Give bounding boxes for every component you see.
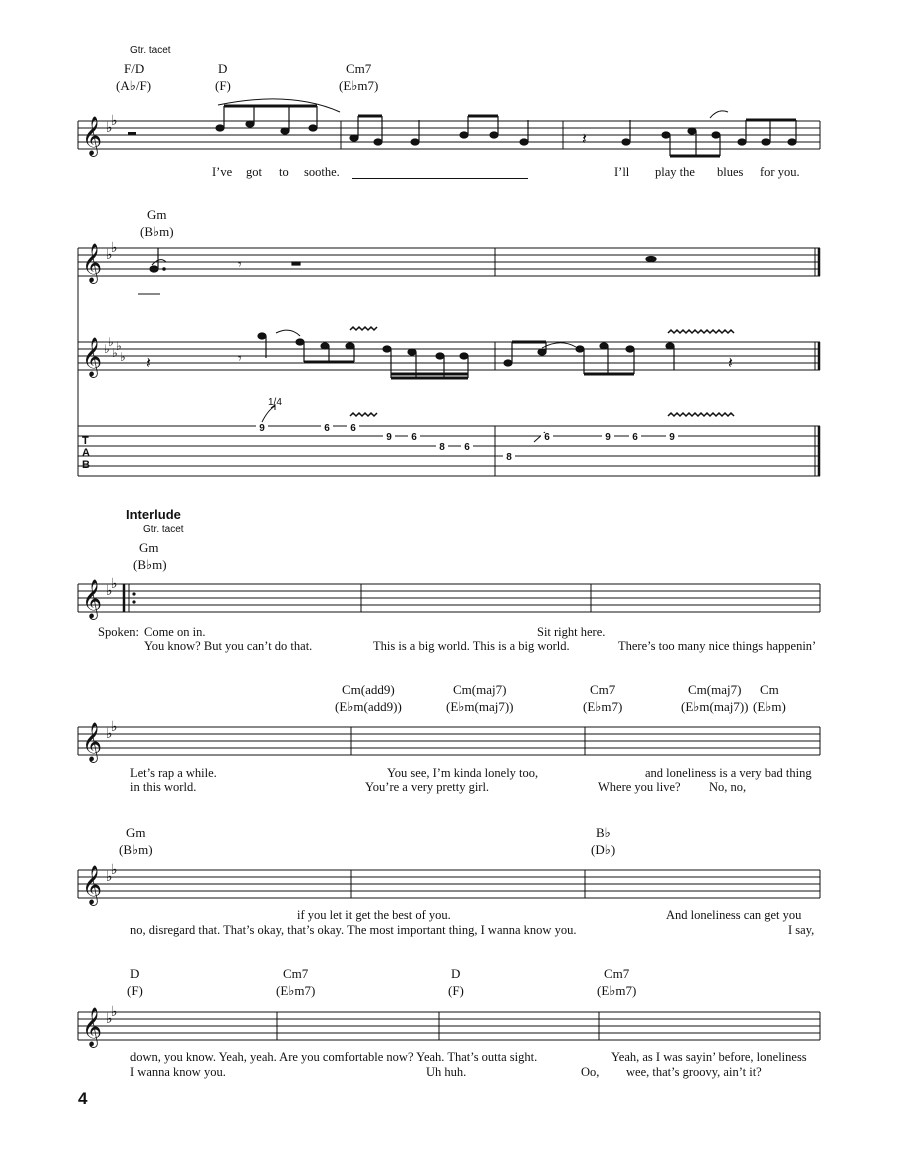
tab-number: 9 [383, 433, 395, 443]
chord-symbol: Cm [760, 682, 779, 697]
svg-text:𝄞: 𝄞 [82, 1009, 103, 1046]
spoken-line: No, no, [709, 780, 747, 794]
lyric: I’ve [212, 165, 233, 179]
spoken-line: You know? But you can’t do that. [144, 639, 313, 653]
svg-text:T: T [82, 435, 89, 447]
svg-text:𝄞: 𝄞 [82, 245, 103, 282]
chord-symbol: D [130, 966, 140, 981]
spoken-line: This is a big world. This is a big world. [373, 639, 570, 653]
svg-text:♭: ♭ [106, 727, 113, 742]
lyric: got [246, 165, 262, 179]
spoken-line: Let’s rap a while. [130, 766, 217, 780]
chord-alt: (E♭m) [753, 699, 786, 714]
chord-symbol: Cm7 [346, 61, 372, 76]
chord-symbol: Cm7 [604, 966, 630, 981]
svg-text:♭: ♭ [112, 346, 118, 360]
spoken-line: Sit right here. [537, 625, 606, 639]
spoken-label: Spoken: [98, 625, 139, 639]
tab-number: 8 [503, 453, 515, 463]
svg-text:♭: ♭ [111, 720, 118, 735]
chord-symbol: D [218, 61, 228, 76]
lyric: I’ll [614, 165, 630, 179]
svg-text:𝄞: 𝄞 [82, 339, 103, 376]
svg-text:♭: ♭ [106, 121, 113, 136]
spoken-line: I wanna know you. [130, 1065, 226, 1079]
svg-text:♭: ♭ [111, 241, 118, 256]
spoken-line: You’re a very pretty girl. [365, 780, 490, 794]
svg-text:♭: ♭ [116, 339, 122, 353]
guitar-tacet-label: Gtr. tacet [130, 45, 171, 56]
lyric: blues [717, 165, 744, 179]
bend-amount: 1/4 [268, 397, 282, 408]
chord-alt: (B♭m) [133, 557, 167, 572]
chord-symbol: Cm(add9) [342, 682, 395, 697]
section-title: Interlude [126, 507, 181, 522]
svg-text:𝄞: 𝄞 [82, 724, 103, 761]
spoken-line: And loneliness can get you [666, 908, 802, 922]
chord-alt: (B♭m) [140, 224, 174, 239]
spoken-line: You see, I’m kinda lonely too, [387, 766, 539, 780]
spoken-line: no, disregard that. That’s okay, that’s okay. The most important thing, I wanna know you. [130, 923, 577, 937]
tab-number: 6 [629, 433, 641, 443]
tab-number: 6 [461, 443, 473, 453]
tab-number: 6 [541, 433, 553, 443]
svg-text:♭: ♭ [106, 248, 113, 263]
lyric: for you. [760, 165, 800, 179]
svg-text:𝄾: 𝄾 [238, 352, 242, 367]
chord-symbol: Cm(maj7) [688, 682, 742, 697]
guitar-tacet-label: Gtr. tacet [143, 524, 184, 535]
spoken-line: Yeah, as I was sayin’ before, loneliness [611, 1050, 807, 1064]
svg-text:♭: ♭ [108, 335, 114, 349]
chord-alt: (F) [448, 983, 464, 998]
spoken-line: I say, [788, 923, 815, 937]
chord-alt: (E♭m7) [583, 699, 623, 714]
svg-text:♭: ♭ [106, 870, 113, 885]
svg-text:♭: ♭ [111, 114, 118, 129]
page-number: 4 [78, 1089, 88, 1108]
chord-alt: (E♭m7) [339, 78, 379, 93]
chord-alt: (E♭m(maj7)) [681, 699, 749, 714]
tab-number: 6 [347, 424, 359, 434]
chord-alt: (E♭m(maj7)) [446, 699, 514, 714]
spoken-line: Where you live? [598, 780, 681, 794]
chord-symbol: B♭ [596, 825, 611, 840]
chord-alt: (E♭m(add9)) [335, 699, 402, 714]
svg-text:♭: ♭ [111, 1005, 118, 1020]
svg-text:♭: ♭ [120, 350, 126, 364]
svg-text:♭: ♭ [106, 584, 113, 599]
chord-symbol: F/D [124, 61, 145, 76]
svg-text:A: A [82, 447, 90, 459]
chord-alt: (E♭m7) [597, 983, 637, 998]
chord-symbol: Gm [147, 207, 167, 222]
spoken-line: wee, that’s groovy, ain’t it? [626, 1065, 762, 1079]
chord-symbol: Cm(maj7) [453, 682, 507, 697]
chord-alt: (B♭m) [119, 842, 153, 857]
tab-number: 9 [256, 424, 268, 434]
svg-text:𝄞: 𝄞 [82, 581, 103, 618]
tab-number: 9 [666, 433, 678, 443]
chord-alt: (E♭m7) [276, 983, 316, 998]
spoken-line: if you let it get the best of you. [297, 908, 451, 922]
spoken-line: and loneliness is a very bad thing [645, 766, 812, 780]
chord-alt: (A♭/F) [116, 78, 152, 93]
lyric: soothe. [304, 165, 340, 179]
spoken-line: Oo, [581, 1065, 600, 1079]
tab-number: 6 [408, 433, 420, 443]
chord-symbol: Gm [139, 540, 159, 555]
svg-text:♭: ♭ [111, 577, 118, 592]
spoken-line: in this world. [130, 780, 197, 794]
chord-alt: (D♭) [591, 842, 616, 857]
svg-text:♭: ♭ [104, 342, 110, 356]
chord-alt: (F) [215, 78, 231, 93]
svg-text:𝄽: 𝄽 [728, 355, 733, 372]
chord-symbol: Cm7 [283, 966, 309, 981]
svg-text:𝄽: 𝄽 [146, 355, 151, 372]
svg-text:𝄞: 𝄞 [82, 116, 103, 156]
chord-symbol: Gm [126, 825, 146, 840]
spoken-line: down, you know. Yeah, yeah. Are you comfortable now? Yeah. That’s outta sight. [130, 1050, 538, 1064]
spoken-line: Uh huh. [426, 1065, 467, 1079]
tab-number: 8 [436, 443, 448, 453]
lyric: to [279, 165, 289, 179]
svg-text:𝄽: 𝄽 [582, 131, 587, 148]
svg-text:B: B [82, 459, 90, 471]
svg-text:𝄾: 𝄾 [238, 258, 242, 273]
svg-text:𝄞: 𝄞 [82, 867, 103, 904]
spoken-line: Come on in. [144, 625, 206, 639]
tab-number: 9 [602, 433, 614, 443]
lyric: play the [655, 165, 695, 179]
tab-number: 6 [321, 424, 333, 434]
svg-text:♭: ♭ [106, 1012, 113, 1027]
chord-symbol: Cm7 [590, 682, 616, 697]
spoken-line: There’s too many nice things happenin’ [618, 639, 817, 653]
svg-text:♭: ♭ [111, 863, 118, 878]
chord-alt: (F) [127, 983, 143, 998]
chord-symbol: D [451, 966, 461, 981]
